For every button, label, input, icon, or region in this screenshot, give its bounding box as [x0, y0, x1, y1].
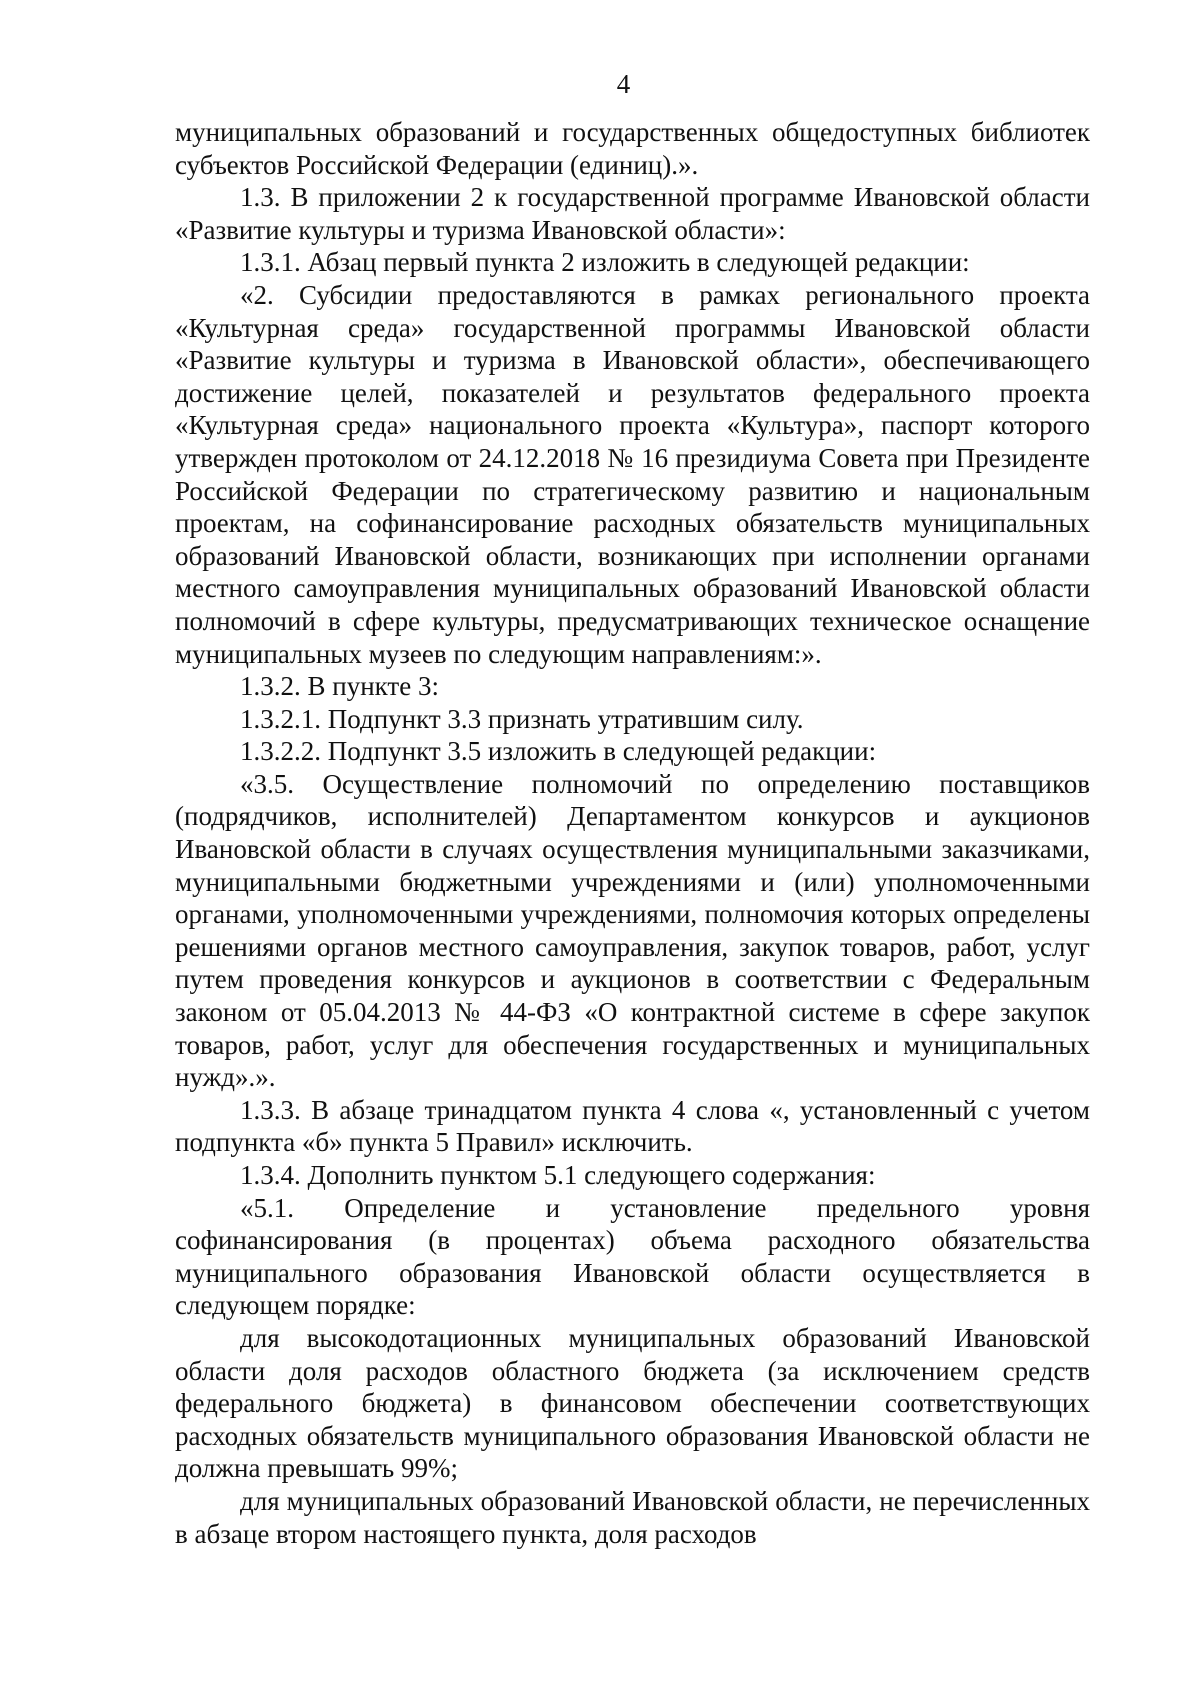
document-body [175, 116, 1090, 1550]
paragraph: для высокодотационных муниципальных образований Ивановской области доля расходов областного бюджета (за исключением средств федерального бюджета) в финансовом обеспечении соответствующих расходных обязательств муниципального образования Ивановской области не должна превышать 99%; [175, 1322, 1090, 1484]
paragraph: муниципальных образований и государственных общедоступных библиотек субъектов Российской Федерации (единиц).». [175, 117, 1090, 180]
paragraph: 1.3. В приложении 2 к государственной программе Ивановской области «Развитие культуры и туризма Ивановской области»: [175, 182, 1090, 245]
paragraph: «3.5. Осуществление полномочий по определению поставщиков (подрядчиков, исполнителей) Департаментом конкурсов и аукционов Ивановской области в случаях осуществления муниципальными заказчиками, муниципальными бюджетными учреждениями и (или) уполномоченными органами, уполномоченными учреждениями, полномочия которых определены решениями органов местного самоуправления, закупок товаров, работ, услуг путем проведения конкурсов и аукционов в соответствии с Федеральным законом от 05.04.2013 № 44-ФЗ «О контрактной системе в сфере закупок товаров, работ, услуг для обеспечения государственных и муниципальных нужд».». [175, 768, 1090, 1093]
paragraph: 1.3.2.2. Подпункт 3.5 изложить в следующей редакции: [240, 736, 877, 767]
paragraph: «5.1. Определение и установление предельного уровня софинансирования (в процентах) объема расходного обязательства муниципального образования Ивановской области осуществляется в следующем порядке: [175, 1192, 1090, 1321]
page-number: 4 [616, 69, 631, 99]
paragraph: 1.3.1. Абзац первый пункта 2 изложить в следующей редакции: [240, 247, 970, 278]
paragraph: 1.3.3. В абзаце тринадцатом пункта 4 слова «, установленный с учетом подпункта «б» пункта 5 Правил» исключить. [175, 1094, 1090, 1158]
paragraph: для муниципальных образований Ивановской области, не перечисленных в абзаце втором настоящего пункта, доля расходов [175, 1485, 1090, 1549]
paragraph: 1.3.4. Дополнить пунктом 5.1 следующего содержания: [240, 1160, 876, 1190]
paragraph: 1.3.2.1. Подпункт 3.3 признать утратившим силу. [240, 703, 804, 734]
paragraph: «2. Субсидии предоставляются в рамках регионального проекта «Культурная среда» государственной программы Ивановской области «Развитие культуры и туризма в Ивановской области», обеспечивающего достижение целей, показателей и результатов федерального проекта «Культурная среда» национального проекта «Культура», паспорт которого утвержден протоколом от 24.12.2018 № 16 президиума Совета при Президенте Российской Федерации по стратегическому развитию и национальным проектам, на софинансирование расходных обязательств муниципальных образований Ивановской области, возникающих при исполнении органами местного самоуправления муниципальных образований Ивановской области полномочий в сфере культуры, предусматривающих техническое оснащение муниципальных музеев по следующим направлениям:». [175, 279, 1090, 669]
paragraph: 1.3.2. В пункте 3: [240, 671, 439, 702]
